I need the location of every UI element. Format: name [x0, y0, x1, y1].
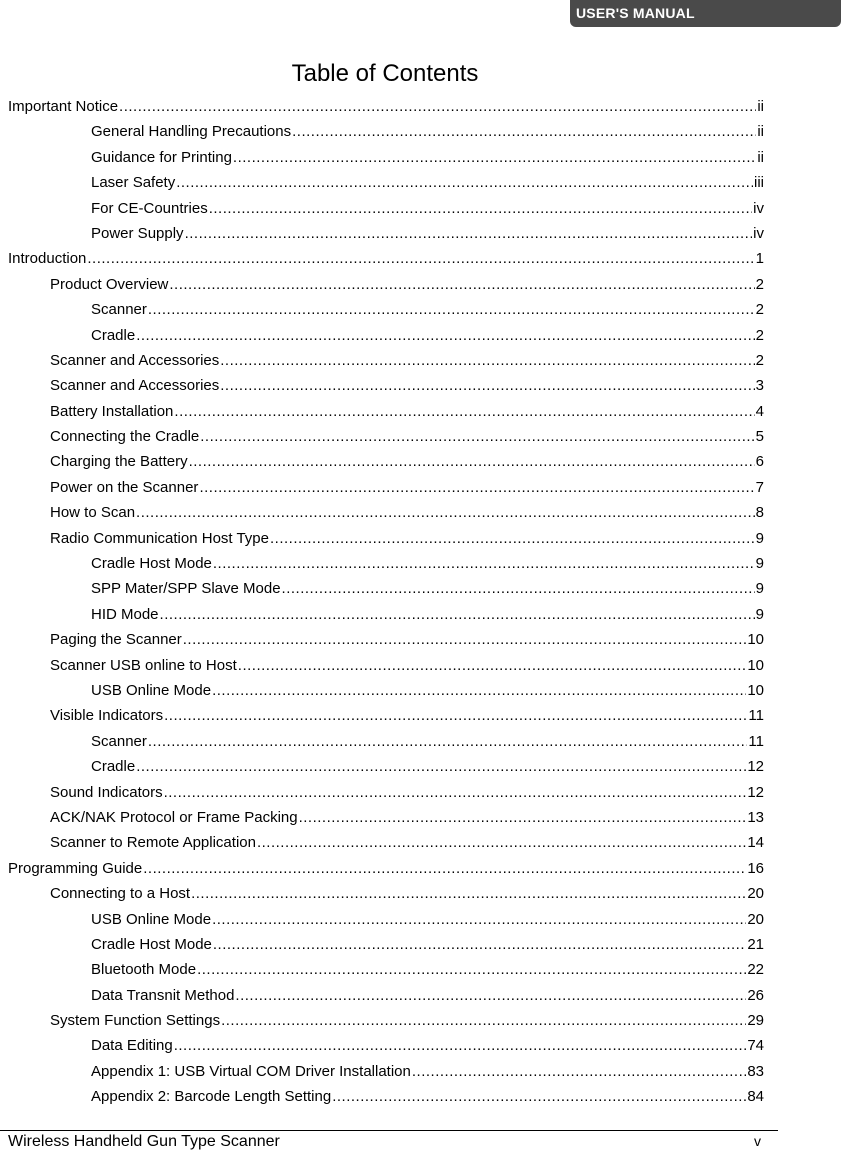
toc-dot-leader [270, 526, 755, 551]
toc-dot-leader [221, 1008, 746, 1033]
toc-entry-page: 4 [755, 402, 764, 420]
toc-entry-title: ACK/NAK Protocol or Frame Packing [50, 808, 298, 826]
toc-entry-title: Programming Guide [8, 859, 143, 877]
toc-entry-page: 10 [747, 681, 764, 699]
toc-entry-title: Cradle Host Mode [91, 935, 212, 953]
toc-title: Table of Contents [291, 60, 479, 87]
toc-entry[interactable] [8, 297, 764, 322]
toc-entry-page: 9 [755, 580, 764, 598]
toc-entry-page: 21 [747, 935, 764, 953]
toc-entry[interactable] [8, 449, 764, 474]
toc-entry-title: Cradle [91, 758, 136, 776]
toc-entry-page: 20 [747, 885, 764, 903]
toc-entry[interactable] [8, 576, 764, 601]
toc-dot-leader [164, 703, 747, 728]
toc-entry-page: 8 [755, 504, 764, 522]
toc-entry-page: 10 [747, 656, 764, 674]
toc-entry-page: 3 [755, 377, 764, 395]
toc-dot-leader [176, 170, 753, 195]
toc-entry-page: ii [757, 148, 764, 166]
toc-entry[interactable] [8, 703, 764, 728]
toc-entry-title: Bluetooth Mode [91, 961, 197, 979]
toc-entry-title: Guidance for Printing [91, 148, 232, 166]
toc-entry-page: 9 [755, 555, 764, 573]
toc-entry-page: 16 [747, 859, 764, 877]
toc-dot-leader [87, 246, 754, 271]
toc-entry[interactable] [8, 1008, 764, 1033]
toc-entry-title: Cradle Host Mode [91, 555, 212, 573]
toc-entry[interactable] [8, 399, 764, 424]
toc-dot-leader [220, 373, 754, 398]
toc-entry-page: 11 [748, 707, 764, 725]
toc-entry[interactable] [8, 170, 764, 195]
toc-entry[interactable] [8, 932, 764, 957]
toc-entry[interactable] [8, 526, 764, 551]
table-of-contents [8, 94, 764, 1110]
toc-dot-leader [220, 348, 754, 373]
toc-entry-page: iii [754, 174, 764, 192]
toc-entry[interactable] [8, 373, 764, 398]
toc-entry-page: 22 [747, 961, 764, 979]
toc-entry[interactable] [8, 780, 764, 805]
toc-entry[interactable] [8, 729, 764, 754]
toc-entry-title: For CE-Countries [91, 199, 208, 217]
toc-entry-page: 2 [755, 301, 764, 319]
toc-entry-title: Scanner [91, 732, 147, 750]
toc-entry-title: Battery Installation [50, 402, 174, 420]
toc-entry-title: Scanner to Remote Application [50, 834, 256, 852]
toc-entry-page: 10 [747, 631, 764, 649]
toc-entry[interactable] [8, 957, 764, 982]
footer-page-number: v [754, 1133, 761, 1149]
toc-entry[interactable] [8, 246, 764, 271]
toc-entry[interactable] [8, 551, 764, 576]
toc-entry-page: 20 [747, 910, 764, 928]
toc-entry-page: 9 [755, 605, 764, 623]
toc-entry-page: 74 [747, 1037, 764, 1055]
toc-entry-page: 5 [755, 428, 764, 446]
toc-entry[interactable] [8, 424, 764, 449]
toc-dot-leader [164, 780, 747, 805]
toc-dot-leader [412, 1059, 746, 1084]
toc-entry-page: 7 [755, 478, 764, 496]
toc-dot-leader [136, 754, 746, 779]
toc-entry[interactable] [8, 145, 764, 170]
toc-dot-leader [235, 983, 746, 1008]
toc-entry-title: System Function Settings [50, 1012, 221, 1030]
toc-entry-title: How to Scan [50, 504, 136, 522]
toc-entry-title: USB Online Mode [91, 910, 212, 928]
toc-entry[interactable] [8, 348, 764, 373]
toc-entry[interactable] [8, 1059, 764, 1084]
toc-entry-page: 12 [747, 783, 764, 801]
toc-dot-leader [143, 856, 746, 881]
toc-entry-title: Data Transnit Method [91, 986, 235, 1004]
toc-entry[interactable] [8, 653, 764, 678]
toc-dot-leader [183, 627, 747, 652]
toc-entry-title: Radio Communication Host Type [50, 529, 269, 547]
toc-entry-page: iv [753, 199, 764, 217]
toc-entry[interactable] [8, 1084, 764, 1109]
toc-entry-page: 2 [755, 326, 764, 344]
toc-entry[interactable] [8, 805, 764, 830]
toc-entry[interactable] [8, 881, 764, 906]
toc-entry-page: 83 [747, 1062, 764, 1080]
toc-entry[interactable] [8, 119, 764, 144]
toc-entry[interactable] [8, 221, 764, 246]
toc-dot-leader [174, 1033, 747, 1058]
toc-entry-title: Data Editing [91, 1037, 173, 1055]
footer-product-name: Wireless Handheld Gun Type Scanner [8, 1133, 280, 1150]
toc-entry[interactable] [8, 907, 764, 932]
toc-entry-title: Laser Safety [91, 174, 176, 192]
toc-dot-leader [200, 424, 754, 449]
toc-entry[interactable] [8, 627, 764, 652]
toc-entry[interactable] [8, 323, 764, 348]
toc-entry-page: 14 [747, 834, 764, 852]
toc-entry[interactable] [8, 678, 764, 703]
toc-dot-leader [332, 1084, 746, 1109]
toc-dot-leader [292, 119, 756, 144]
toc-entry-page: 9 [755, 529, 764, 547]
toc-dot-leader [213, 551, 755, 576]
toc-dot-leader [199, 475, 754, 500]
toc-dot-leader [189, 449, 755, 474]
toc-dot-leader [238, 653, 747, 678]
toc-dot-leader [148, 729, 748, 754]
toc-entry[interactable] [8, 94, 764, 119]
toc-dot-leader [174, 399, 754, 424]
toc-entry-page: 84 [747, 1088, 764, 1106]
toc-entry-title: Scanner [91, 301, 147, 319]
toc-entry-title: USB Online Mode [91, 681, 212, 699]
toc-entry-title: Power Supply [91, 224, 184, 242]
toc-dot-leader [160, 602, 755, 627]
toc-entry-page: 29 [747, 1012, 764, 1030]
toc-entry[interactable] [8, 1033, 764, 1058]
toc-entry[interactable] [8, 500, 764, 525]
toc-entry-title: Scanner and Accessories [50, 351, 220, 369]
toc-dot-leader [136, 500, 755, 525]
toc-entry[interactable] [8, 196, 764, 221]
toc-entry-title: Appendix 1: USB Virtual COM Driver Installation [91, 1062, 411, 1080]
toc-entry-title: Visible Indicators [50, 707, 164, 725]
toc-entry[interactable] [8, 983, 764, 1008]
toc-dot-leader [209, 196, 752, 221]
toc-dot-leader [185, 221, 753, 246]
manual-header-label: USER'S MANUAL [576, 5, 695, 21]
toc-entry[interactable] [8, 830, 764, 855]
toc-entry-title: Introduction [8, 250, 87, 268]
toc-entry-page: 11 [748, 732, 764, 750]
toc-dot-leader [212, 907, 746, 932]
toc-entry[interactable] [8, 272, 764, 297]
toc-entry-title: General Handling Precautions [91, 123, 292, 141]
toc-entry[interactable] [8, 856, 764, 881]
toc-entry-title: Charging the Battery [50, 453, 188, 471]
toc-entry-page: 1 [755, 250, 764, 268]
toc-entry-title: Paging the Scanner [50, 631, 182, 649]
toc-entry-title: Cradle [91, 326, 136, 344]
toc-entry-title: Connecting the Cradle [50, 428, 200, 446]
toc-entry-title: Sound Indicators [50, 783, 163, 801]
toc-dot-leader [257, 830, 746, 855]
toc-entry-page: 12 [747, 758, 764, 776]
toc-entry[interactable] [8, 754, 764, 779]
toc-entry-title: Appendix 2: Barcode Length Setting [91, 1088, 332, 1106]
toc-dot-leader [212, 678, 746, 703]
toc-dot-leader [119, 94, 756, 119]
toc-entry-page: 13 [747, 808, 764, 826]
toc-entry-page: ii [757, 123, 764, 141]
toc-dot-leader [197, 957, 746, 982]
toc-entry[interactable] [8, 602, 764, 627]
toc-dot-leader [233, 145, 756, 170]
toc-entry-title: Power on the Scanner [50, 478, 199, 496]
manual-header-tab [570, 0, 841, 27]
toc-entry-page: 26 [747, 986, 764, 1004]
toc-entry-title: Connecting to a Host [50, 885, 191, 903]
toc-entry-page: 2 [755, 351, 764, 369]
toc-dot-leader [282, 576, 755, 601]
toc-entry-title: HID Mode [91, 605, 159, 623]
toc-dot-leader [299, 805, 747, 830]
toc-entry-page: 6 [755, 453, 764, 471]
toc-dot-leader [191, 881, 746, 906]
toc-entry-page: ii [757, 98, 764, 115]
toc-entry-page: iv [753, 224, 764, 242]
toc-entry-title: Product Overview [50, 275, 169, 293]
toc-entry[interactable] [8, 475, 764, 500]
toc-dot-leader [148, 297, 755, 322]
toc-entry-title: Scanner USB online to Host [50, 656, 237, 674]
toc-entry-title: Important Notice [8, 98, 119, 115]
footer-divider [0, 1130, 778, 1131]
toc-entry-title: SPP Mater/SPP Slave Mode [91, 580, 281, 598]
toc-dot-leader [213, 932, 746, 957]
toc-entry-page: 2 [755, 275, 764, 293]
toc-entry-title: Scanner and Accessories [50, 377, 220, 395]
toc-dot-leader [136, 323, 754, 348]
toc-dot-leader [169, 272, 754, 297]
